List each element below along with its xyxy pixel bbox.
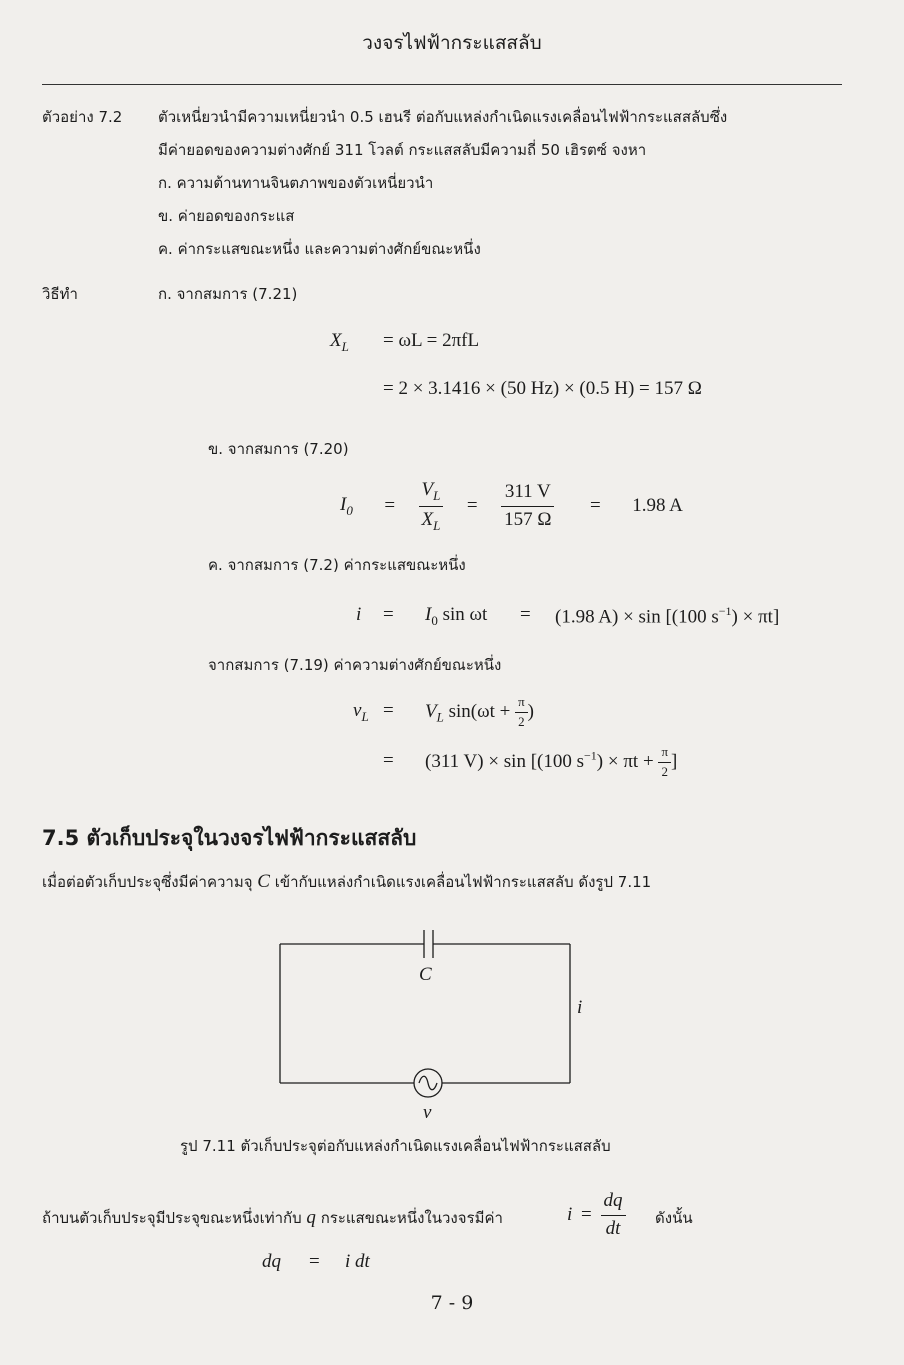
eq4-equals: =	[383, 604, 394, 625]
step-a-text: ก. จากสมการ (7.21)	[158, 285, 298, 303]
eq4-mid: $I_0$ sin ωt	[425, 604, 488, 628]
eq2-rhs: = 2 × 3.1416 × (50 Hz) × (0.5 H) = 157 Ω	[383, 378, 702, 399]
eq3-fraction-2: $\frac{311 V}{157 \Omega}$	[501, 480, 554, 532]
example-line-1: ตัวเหนี่ยวนำมีความเหนี่ยวนำ 0.5 เฮนรี ต่อกับแหล่งกำเนิดแรงเคลื่อนไฟฟ้ากระแสสลับซึ่ง	[158, 108, 728, 126]
header-divider	[42, 84, 842, 85]
eq3: $I_0$ = $\frac{V_L}{X_L}$ = $\frac{311 V}{157 \Omega}$ = 1.98 A	[340, 479, 683, 533]
solution-label: วิธีทำ	[42, 285, 78, 303]
example-line-2: มีค่ายอดของความต่างศักย์ 311 โวลต์ กระแสสลับมีความถี่ 50 เฮิรตซ์ จงหา	[158, 141, 647, 159]
example-label: ตัวอย่าง 7.2	[42, 108, 123, 126]
eq3-fraction-1: $\frac{V_L}{X_L}$	[419, 478, 444, 534]
example-item-a: ก. ความต้านทานจินตภาพของตัวเหนี่ยวนำ	[158, 174, 434, 192]
page-number: 7 - 9	[430, 1292, 474, 1314]
section-title: 7.5 ตัวเก็บประจุในวงจรไฟฟ้ากระแสสลับ	[42, 826, 417, 850]
example-item-b: ข. ค่ายอดของกระแส	[158, 207, 295, 225]
page-header-title: วงจรไฟฟ้ากระแสสลับ	[362, 32, 542, 54]
eq1-rhs: = ωL = 2πfL	[383, 330, 480, 351]
step-c-text: ค. จากสมการ (7.2) ค่ากระแสขณะหนึ่ง	[208, 556, 466, 574]
example-item-c: ค. ค่ากระแสขณะหนึ่ง และความต่างศักย์ขณะหนึ่ง	[158, 240, 481, 258]
eq-last-rhs: i dt	[345, 1251, 370, 1272]
eq5-equals: =	[383, 700, 394, 721]
eq5-lhs: $v_L$	[353, 700, 369, 724]
eq4-rhs: (1.98 A) × sin [(100 $s^{-1}) \times \pi t$]	[555, 604, 780, 628]
eq5-rhs: $V_L$ sin(ωt + $\frac{\pi}{2}$ )	[425, 694, 534, 729]
eq1-lhs: $X_L$	[330, 330, 349, 354]
bottom-text-end: ดังนั้น	[655, 1209, 693, 1227]
step-c2-text: จากสมการ (7.19) ค่าความต่างศักย์ขณะหนึ่ง	[208, 656, 502, 674]
figure-label-v: v	[423, 1102, 432, 1123]
section-intro: เมื่อต่อตัวเก็บประจุซึ่งมีค่าความจุ C เข้ากับแหล่งกำเนิดแรงเคลื่อนไฟฟ้ากระแสสลับ ดังรูป 7.11	[42, 871, 652, 892]
eq-last-lhs: dq	[262, 1251, 281, 1272]
figure-label-i: i	[577, 997, 583, 1018]
bottom-text: ถ้าบนตัวเก็บประจุมีประจุขณะหนึ่งเท่ากับ q กระแสขณะหนึ่งในวงจรมีค่า	[42, 1207, 503, 1228]
figure-caption: รูป 7.11 ตัวเก็บประจุต่อกับแหล่งกำเนิดแรงเคลื่อนไฟฟ้ากระแสสลับ	[180, 1137, 611, 1155]
eq4-equals-2: =	[520, 604, 531, 625]
step-b-text: ข. จากสมการ (7.20)	[208, 440, 349, 458]
figure-label-c: C	[419, 964, 432, 985]
eq6-equals: =	[383, 750, 394, 771]
eq6-rhs: (311 V) × sin [(100 $s^{-1}) \times \pi t$ + $\frac{\pi}{2}$ ]	[425, 744, 678, 779]
bottom-eq-current: i = $\frac{dq}{dt}$	[567, 1189, 626, 1241]
eq4-lhs: i	[356, 604, 362, 625]
eq-last-equals: =	[309, 1251, 320, 1272]
